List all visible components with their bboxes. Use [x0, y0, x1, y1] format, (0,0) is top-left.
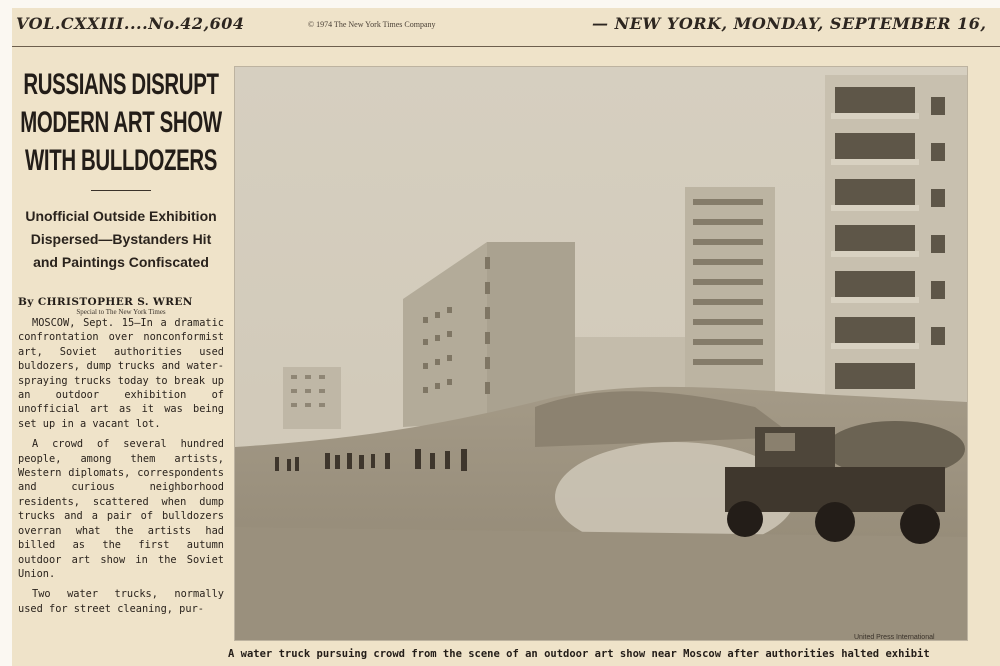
headline-line: MODERN ART SHOW: [20, 106, 222, 139]
article-body: [18, 316, 224, 616]
news-photograph: [234, 66, 968, 641]
newspaper-clipping: [12, 8, 1000, 666]
article-column: [18, 62, 224, 666]
headline-line: RUSSIANS DISRUPT: [23, 68, 219, 101]
water-truck: [725, 421, 965, 544]
paragraph: Two water trucks, normally used for street cleaning, pur-: [18, 588, 224, 615]
headline-divider: [91, 190, 151, 191]
copyright-line: © 1974 The New York Times Company: [308, 20, 436, 29]
photo-caption: A water truck pursuing crowd from the scene of an outdoor art show near Moscow after authorities halted exhibit: [228, 648, 930, 660]
deck-line: Unofficial Outside Exhibition: [25, 208, 217, 224]
headline-line: WITH BULLDOZERS: [24, 144, 218, 177]
masthead: [12, 8, 1000, 47]
dateline: — NEW YORK, MONDAY, SEPTEMBER 16,: [592, 14, 987, 33]
deck: [18, 205, 224, 274]
photo-credit: United Press International: [854, 634, 935, 641]
deck-line: and Paintings Confiscated: [33, 254, 209, 270]
paragraph: A crowd of several hundred people, among them artists, Western diplomats, correspondents and curious neighborhood residents, scattered when dump trucks and a pair of bulldozers overran what the artists had billed as the first autumn outdoor art show in the Soviet Union.: [18, 438, 224, 580]
byline: By CHRISTOPHER S. WREN: [18, 296, 193, 308]
paragraph: MOSCOW, Sept. 15—In a dramatic confrontation over nonconformist art, Soviet authorities used buldozers, dump trucks and water-spraying trucks today to break up an outdoor exhibition of unofficial art as it was being set up in a vacant lot.: [18, 317, 224, 430]
deck-line: Dispersed—Bystanders Hit: [30, 231, 212, 247]
volume-number: VOL.CXXIII....No.42,604: [16, 14, 245, 33]
special-credit: Special to The New York Times: [76, 308, 166, 316]
headline: [19, 66, 223, 180]
photo-illustration: [235, 67, 967, 640]
